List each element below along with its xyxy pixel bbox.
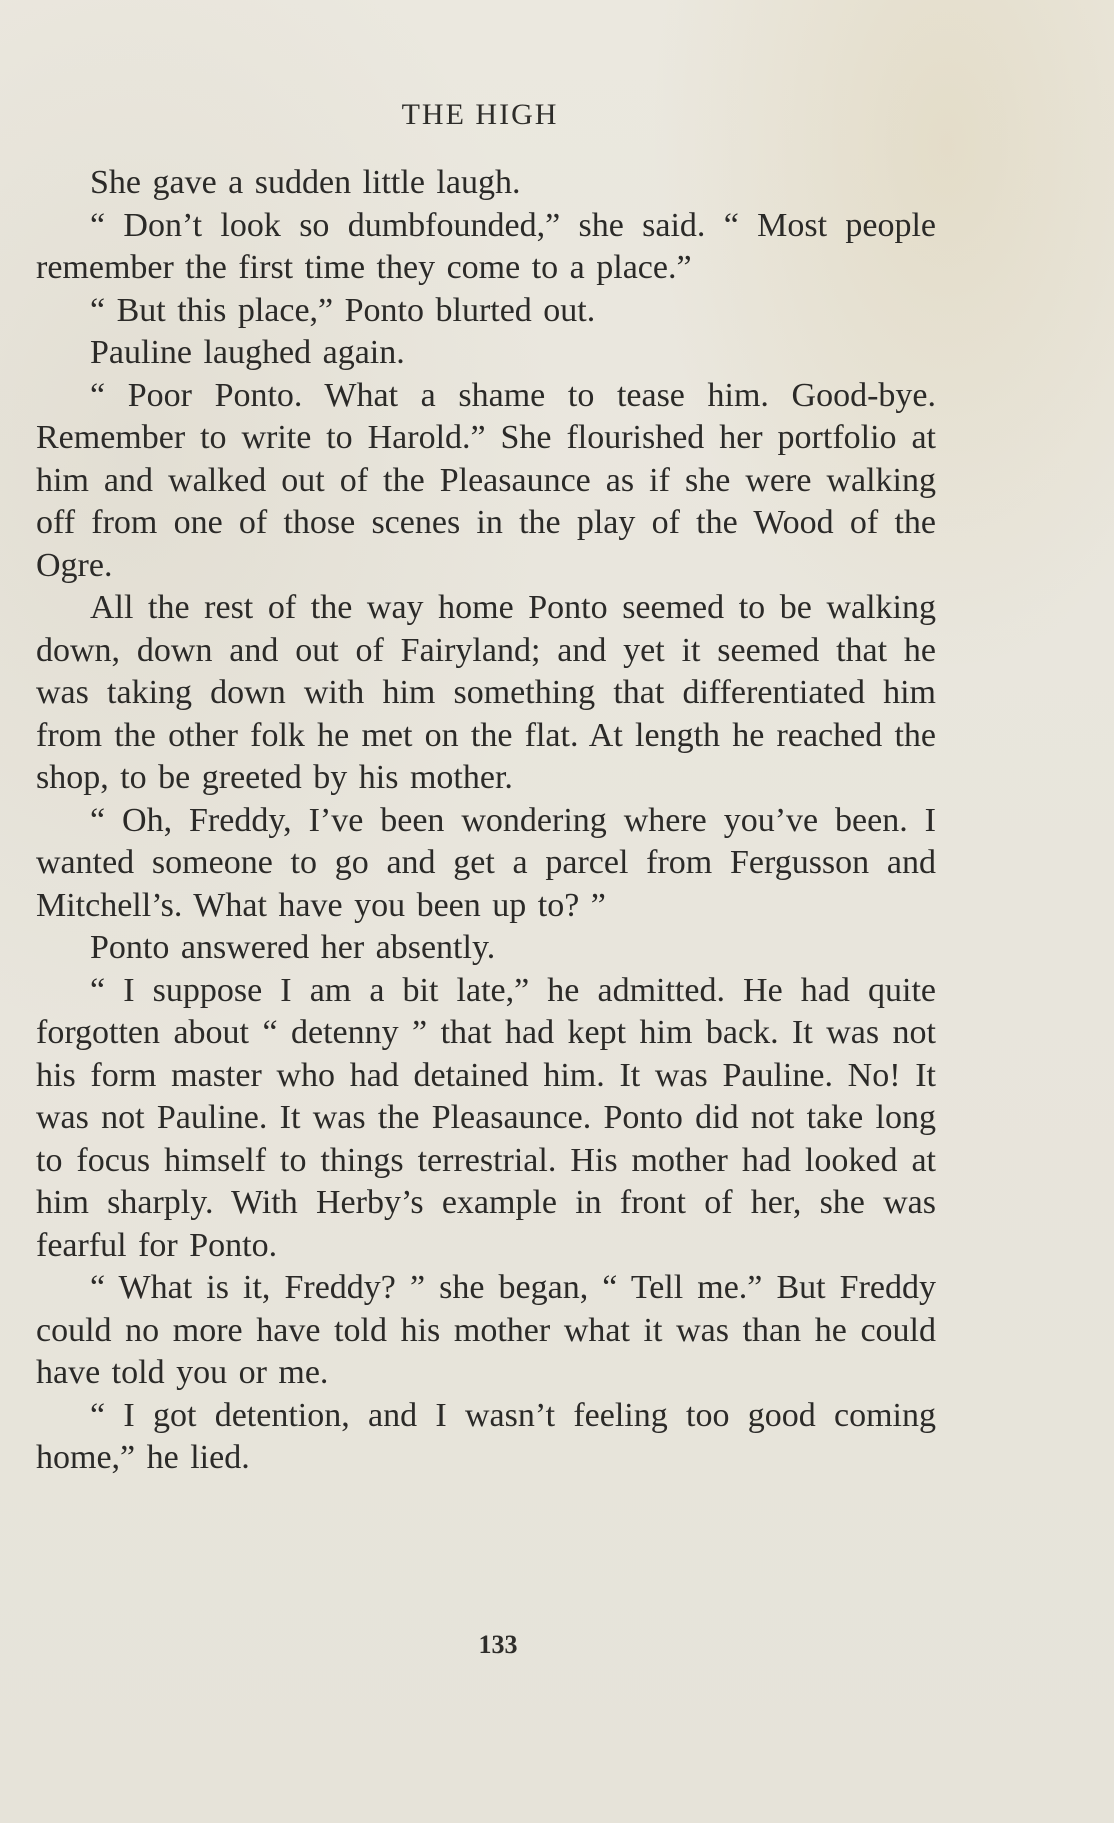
paragraph: “ Oh, Freddy, I’ve been wondering where you’ve been. I wanted someone to go and get a parcel from Fergusson and Mitchell’s. What have you been up to? ” [36, 801, 936, 924]
paragraph: “ Poor Ponto. What a shame to tease him. Good-bye. Remember to write to Harold.” She flourished her portfolio at him and walked out of the Pleasaunce as if she were walking off from one of those scenes in the play of the Wood of the Ogre. [36, 376, 936, 584]
body-text [36, 162, 936, 1480]
running-head: THE HIGH [401, 98, 559, 131]
paragraph: Ponto answered her absently. [90, 929, 496, 966]
paragraph: “ But this place,” Ponto blurted out. [90, 291, 596, 329]
paragraph: She gave a sudden little laugh. [90, 164, 521, 201]
paragraph: “ I suppose I am a bit late,” he admitted. He had quite forgotten about “ detenny ” that had kept him back. It was not his form master who had detained him. It was Pauline. No! It was not Pauline. It was the Pleasaunce. Ponto did not take long to focus himself to things terrestrial. His mother had looked at him sharply. With Herby’s example in front of her, she was fearful for Ponto. [36, 971, 936, 1264]
paragraph: All the rest of the way home Ponto seemed to be walking down, down and out of Fairyland; and yet it seemed that he was taking down with him something that differentiated him from the other folk he met on the flat. At length he reached the shop, to be greeted by his mother. [36, 589, 936, 796]
paragraph: “ Don’t look so dumbfounded,” she said. “ Most people remember the first time they come to a place.” [36, 206, 936, 286]
paragraph: “ I got detention, and I wasn’t feeling too good coming home,” he lied. [36, 1396, 936, 1476]
paragraph: Pauline laughed again. [90, 334, 405, 371]
paragraph: “ What is it, Freddy? ” she began, “ Tell me.” But Freddy could no more have told his mother what it was than he could have told you or me. [36, 1269, 936, 1391]
page-number: 133 [478, 1630, 518, 1659]
